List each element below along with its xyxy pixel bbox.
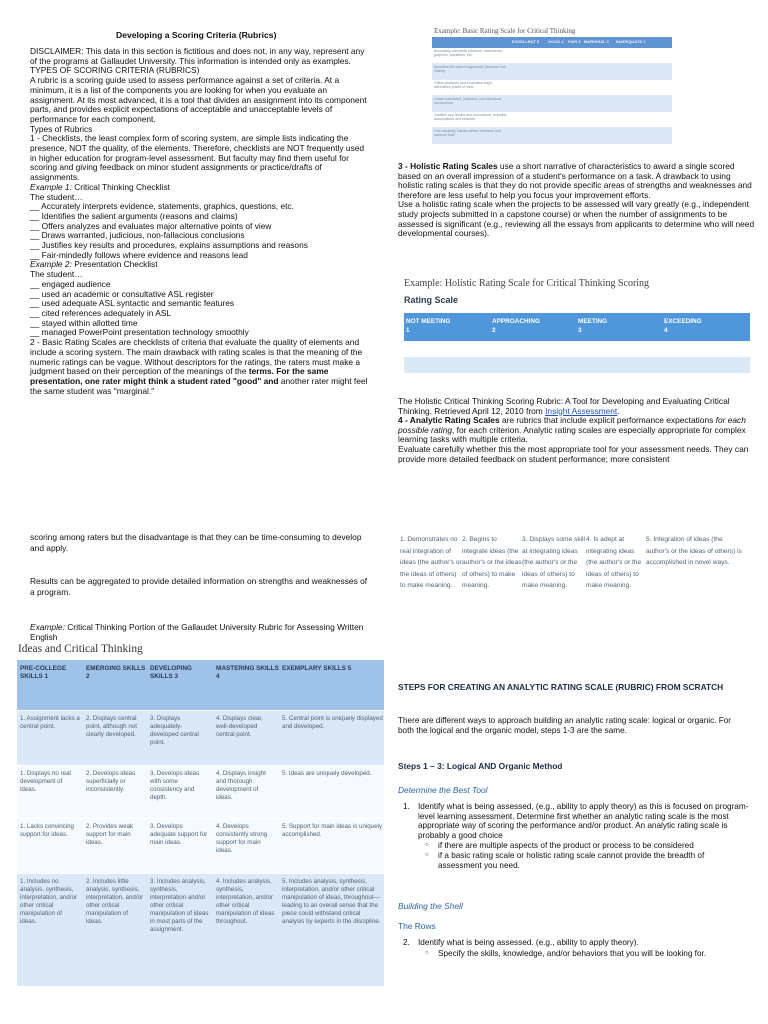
list-item-text: Identify what is being assessed. (e.g., ability to apply theory). bbox=[418, 938, 639, 947]
disclaimer: DISCLAIMER: This data in this section is fictitious and does not, in any way, represent any of the programs at Gallaudet University. This information is intended only as examples. bbox=[30, 46, 365, 66]
rating-level bbox=[576, 317, 662, 341]
table-cell: 2. Develops ideas superficially or inconsistently. bbox=[86, 770, 136, 793]
sub-item-text: if there are multiple aspects of the product or process to be considered bbox=[438, 841, 694, 851]
citation bbox=[398, 397, 758, 416]
header-cell: MASTERING SKILLS 4 bbox=[216, 665, 279, 680]
checklist-item: __ stayed within allotted time bbox=[30, 317, 138, 328]
table-cell: 5. Integration of ideas (the author's or the ideas of others) is accomplished in novel ways. bbox=[646, 536, 742, 566]
table-row bbox=[17, 710, 384, 765]
student2: The student… bbox=[30, 269, 83, 280]
example1-text: Critical Thinking Checklist bbox=[71, 181, 170, 192]
table-cell: 2. Includes little analysis, synthesis, interpretation, and/or other critical manipulation of ideas. bbox=[86, 878, 144, 925]
checklist-item: __ engaged audience bbox=[30, 278, 111, 289]
rubric-title: Ideas and Critical Thinking bbox=[18, 643, 143, 655]
holistic-section bbox=[398, 162, 758, 239]
step-list-2 bbox=[398, 938, 750, 958]
level-label: EXCEEDING bbox=[664, 318, 702, 325]
analytic-paragraph bbox=[398, 416, 758, 445]
evaluate-paragraph: Evaluate carefully whether this the most appropriate tool for your assessment needs. They can provide more detailed feedback on student performance; more consistent bbox=[398, 443, 749, 464]
rubric-definition: A rubric is a scoring guide used to assess performance against a set of criteria. At a minimum, it is a list of the components you are looking for when you evaluate an assignment. At its most advanced, it is a tool that divides an assignment into its component parts, and provides explicit expectations of acceptable and unacceptable levels of performance for each component. bbox=[30, 75, 367, 124]
table-cell: 1. Lacks convincing support for ideas. bbox=[20, 823, 74, 838]
checklist-item: __ cited references adequately in ASL bbox=[30, 307, 172, 318]
table-cell: 3. Displays adequately-developed central point. bbox=[150, 715, 199, 746]
checklist-item: __ Justifies key results and procedures, explains assumptions and reasons bbox=[30, 240, 308, 251]
panel1-body bbox=[30, 47, 368, 396]
row-label: Identifies the salient arguments (reasons and claims) bbox=[434, 65, 506, 73]
level-label: APPROACHING bbox=[492, 318, 540, 325]
header-cell: FAIR 3 bbox=[568, 39, 581, 44]
analytic-label: 4 - Analytic Rating Scales bbox=[398, 415, 500, 426]
row-label: Accurately interprets evidence, statements, graphics, questions, etc. bbox=[434, 49, 503, 57]
page-quadrant-3 bbox=[0, 512, 384, 1024]
rating-levels-bar bbox=[404, 313, 750, 341]
row-label: Draws warranted, judicious, non-fallacious conclusions bbox=[434, 97, 502, 105]
sub-list-item bbox=[418, 851, 750, 870]
aggregate-paragraph: Results can be aggregated to provide detailed information on strengths and weaknesses of a program. bbox=[30, 576, 368, 597]
example2-text: Presentation Checklist bbox=[71, 259, 158, 270]
header-cell: EMERGING SKILLS 2 bbox=[86, 665, 146, 680]
table-cell: 2. Provides weak support for main ideas. bbox=[86, 823, 134, 846]
basic-scales-text: 2 - Basic Rating Scales are checklists of criteria that evaluate the quality of elements and include a scoring system. The main drawback with rating scales is that the meaning of the numeric ratings can be vague. Without descriptors for the ratings, the raters must make a judgment based on their perception of the meanings of the bbox=[30, 337, 363, 377]
sub-list bbox=[418, 949, 750, 959]
bullet-icon: ○ bbox=[425, 949, 429, 956]
table-cell: 1. Demonstrates no real integration of ideas (the author's or the ideas of others) to make meaning. bbox=[400, 536, 462, 589]
bullet-icon: ○ bbox=[425, 851, 429, 858]
insight-assessment-link[interactable]: Insight Assessment bbox=[545, 405, 618, 416]
table-row bbox=[17, 818, 384, 873]
example-text: Critical Thinking Portion of the Gallaudet University Rubric for Assessing Written English bbox=[30, 622, 364, 642]
list-item bbox=[398, 938, 750, 958]
header-cell: PRE-COLLEGE SKILLS 1 bbox=[20, 665, 67, 680]
rubric-header bbox=[17, 660, 384, 710]
holistic-paragraph bbox=[398, 162, 758, 200]
page-quadrant-1 bbox=[0, 0, 384, 512]
rubric-continuation-row bbox=[400, 534, 760, 592]
row-label: Fair-mindedly follows where evidence and reasons lead bbox=[434, 129, 501, 137]
holistic-rating-figure bbox=[404, 278, 750, 373]
figure-subtitle: Rating Scale bbox=[404, 295, 459, 305]
step-list-1 bbox=[398, 802, 750, 870]
level-label: MEETING bbox=[578, 318, 608, 325]
table-cell: 1. Includes no analysis, synthesis, interpretation, and/or other critical manipulation of ideas. bbox=[20, 878, 78, 925]
header-cell: EXCELLENT 5 bbox=[512, 39, 540, 44]
checklist-item: __ Accurately interprets evidence, statements, graphics, questions, etc. bbox=[30, 201, 294, 212]
checklist-item: __ used adequate ASL syntactic and semantic features bbox=[30, 298, 235, 309]
analytic-text: are rubrics that include explicit performance expectations bbox=[499, 415, 716, 426]
checklist-item: __ managed PowerPoint presentation technology smoothly bbox=[30, 327, 249, 338]
document-title: Developing a Scoring Criteria (Rubrics) bbox=[116, 30, 277, 40]
rating-level bbox=[662, 317, 748, 341]
example1-label: Example 1: bbox=[30, 181, 72, 192]
critical-thinking-rubric bbox=[17, 660, 384, 986]
rows-heading: The Rows bbox=[398, 921, 436, 931]
basic-scales-bold: terms. For the same presentation, one rater might think a student rated "good" and bbox=[30, 366, 329, 386]
checklist-item: __ Identifies the salient arguments (reasons and claims) bbox=[30, 210, 238, 221]
analytic-text-2: , for each criterion. Analytic rating scales are especially appropriate for complex learning tasks with multiple criteria. bbox=[398, 424, 746, 445]
holistic-label: 3 - Holistic Rating Scales bbox=[398, 161, 498, 171]
table-cell: 5. Central point is uniquely displayed and developed. bbox=[282, 715, 383, 730]
sub-item-text: Specify the skills, knowledge, and/or behaviors that you will be looking for. bbox=[438, 948, 707, 958]
table-cell: 5. Includes analysis, synthesis, interpretation, and/or other critical manipulation of ideas, throughout— leading to an overall sense that the piece could withstand critical analysis by experts in the discipline. bbox=[282, 878, 381, 925]
checklist-item: __ Draws warranted, judicious, non-fallacious conclusions bbox=[30, 230, 245, 241]
list-item-text: Identify what is being assessed, (e.g., ability to apply theory) as this is focused on program-level learning assessment. Determine first whether an analytic rating scale is the most appropriate way of scoring the performance and/or product. An analytic rating scale is probably a good choice bbox=[418, 802, 749, 840]
analytic-italic: for each possible rating bbox=[398, 415, 746, 435]
basic-scales-end: another rater might feel the same student was "marginal." bbox=[30, 375, 368, 396]
table-cell: 2. Displays central point, although not clearly developed. bbox=[86, 715, 137, 738]
table-cell: 4. Includes analysis, synthesis, interpretation, and/or other critical manipulation of ideas throughout. bbox=[216, 878, 275, 925]
row-label: Justifies key results and procedures, explains assumptions and reasons bbox=[434, 113, 507, 121]
holistic-use: Use a holistic rating scale when the projects to be assessed will vary greatly (e.g., independent study projects submitted in a capstone course) or when the number of assignments to be assessed is significant (e.g., reviewing all the essays from applicants to determine who will need developmental courses). bbox=[398, 199, 755, 239]
level-label: NOT MEETING bbox=[406, 318, 451, 325]
table-cell: 5. Support for main ideas is uniquely accomplished. bbox=[282, 823, 383, 838]
building-heading: Building the Shell bbox=[398, 901, 463, 911]
checklist-item: __ Fair-mindedly follows where evidence and reasons lead bbox=[30, 249, 248, 260]
list-number: 1. bbox=[403, 802, 410, 811]
header-cell: EXEMPLARY SKILLS 5 bbox=[282, 665, 352, 672]
figure-title: Example: Holistic Rating Scale for Critical Thinking Scoring bbox=[404, 278, 650, 289]
table-row bbox=[17, 873, 384, 986]
table-cell: 4. Displays clear, well-developed central point. bbox=[216, 715, 263, 738]
header-cell: GOOD 4 bbox=[548, 39, 564, 44]
student1: The student… bbox=[30, 191, 83, 202]
rating-row-empty bbox=[404, 357, 750, 373]
steps-subheading: Steps 1 – 3: Logical AND Organic Method bbox=[398, 761, 563, 771]
sub-list bbox=[418, 841, 750, 870]
level-score: 2 bbox=[492, 327, 496, 334]
bullet-icon: ○ bbox=[425, 842, 429, 849]
sub-item-text: if a basic rating scale or holistic rating scale cannot provide the breadth of assessment you need. bbox=[438, 850, 705, 870]
table-cell: 2. Begins to integrate ideas (the author's or the ideas of others) to make meaning. bbox=[462, 536, 522, 589]
checklist-item: __ used an academic or consultative ASL register bbox=[30, 288, 214, 299]
table-cell: 3. Develops ideas with some consistency and depth. bbox=[150, 770, 200, 801]
page-quadrant-2-content bbox=[384, 0, 768, 512]
table-row bbox=[17, 765, 384, 818]
table-cell: 1. Displays no real development of ideas. bbox=[20, 770, 71, 793]
approaches-paragraph: There are different ways to approach building an analytic rating scale: logical or organic. For both the logical and the organic model, steps 1-3 are the same. bbox=[398, 716, 731, 735]
level-score: 4 bbox=[664, 327, 668, 334]
list-item bbox=[398, 802, 750, 870]
example2-label: Example 2: bbox=[30, 259, 72, 270]
analytic-section bbox=[398, 397, 758, 464]
table-cell: 4. Develops consistently strong support for main ideas. bbox=[216, 823, 268, 854]
basic-scales-paragraph bbox=[30, 338, 368, 396]
steps-heading: STEPS FOR CREATING AN ANALYTIC RATING SCALE (RUBRIC) FROM SCRATCH bbox=[398, 682, 724, 692]
scoring-paragraph: scoring among raters but the disadvantage is that they can be time-consuming to develop and apply. bbox=[30, 532, 362, 553]
example-line bbox=[30, 622, 370, 642]
citation-text: The Holistic Critical Thinking Scoring Rubric: A Tool for Developing and Evaluating Critical Thinking. Retrieved April 12, 2010 from bbox=[398, 396, 730, 416]
table-cell: 3. Includes analysis, synthesis, interpretation and/or other critical manipulation of ideas in most parts of the assignment. bbox=[150, 878, 209, 933]
types-of-rubrics: Types of Rubrics bbox=[30, 123, 93, 134]
rating-level bbox=[404, 317, 490, 341]
sub-list-item bbox=[418, 841, 750, 851]
row-label: Offers analyzes and evaluates major alternative points of view bbox=[434, 81, 493, 89]
sub-list-item bbox=[418, 949, 750, 959]
table-cell: 5. Ideas are uniquely developed. bbox=[282, 770, 372, 777]
header-cell: DEVELOPING SKILLS 3 bbox=[150, 665, 192, 680]
table-cell: 3. Displays some skill at integrating ideas (the author's or the ideas of others) to make meaning. bbox=[522, 536, 586, 589]
level-score: 1 bbox=[406, 327, 410, 334]
header-cell: INADEQUATE 1 bbox=[616, 39, 646, 44]
table-cell: 4. Displays insight and thorough development of ideas. bbox=[216, 770, 266, 801]
figure-title: Example: Basic Rating Scale for Critical Thinking bbox=[434, 27, 576, 35]
table-cell: 4. Is adept at integrating ideas (the author's or the ideas of others) to make meaning. bbox=[586, 536, 642, 589]
checklist-item: __ Offers analyzes and evaluates major alternative points of view bbox=[30, 220, 272, 231]
types-heading: TYPES OF SCORING CRITERIA (RUBRICS) bbox=[30, 65, 200, 76]
list-number: 2. bbox=[403, 938, 410, 947]
level-score: 3 bbox=[578, 327, 582, 334]
page-quadrant-4 bbox=[384, 512, 768, 1024]
citation-end: . bbox=[617, 405, 620, 416]
example-label: Example: bbox=[30, 622, 65, 632]
table-cell: 1. Assignment lacks a central point. bbox=[20, 715, 80, 730]
header-cell: MARGINAL 2 bbox=[584, 39, 609, 44]
holistic-text: use a short narrative of characteristics to award a single scored based on an overall impression of a student's performance on a task. A drawback to using holistic rating scales is that they do not provide specific areas of strengths and weaknesses and therefore are less useful to help you focus your improvement efforts. bbox=[398, 161, 752, 200]
table-cell: 3. Develops adequate support for main ideas. bbox=[150, 823, 208, 846]
determine-heading: Determine the Best Tool bbox=[398, 785, 488, 795]
checklists-paragraph: 1 - Checklists, the least complex form of scoring system, are simple lists indicating the presence, NOT the quality, of the elements. Therefore, checklists are NOT frequently used in higher education for program-level assessment. But faculty may find them useful for scoring and giving feedback on minor student assignments or practice/drafts of assignments. bbox=[30, 133, 365, 183]
rating-level bbox=[490, 317, 576, 341]
